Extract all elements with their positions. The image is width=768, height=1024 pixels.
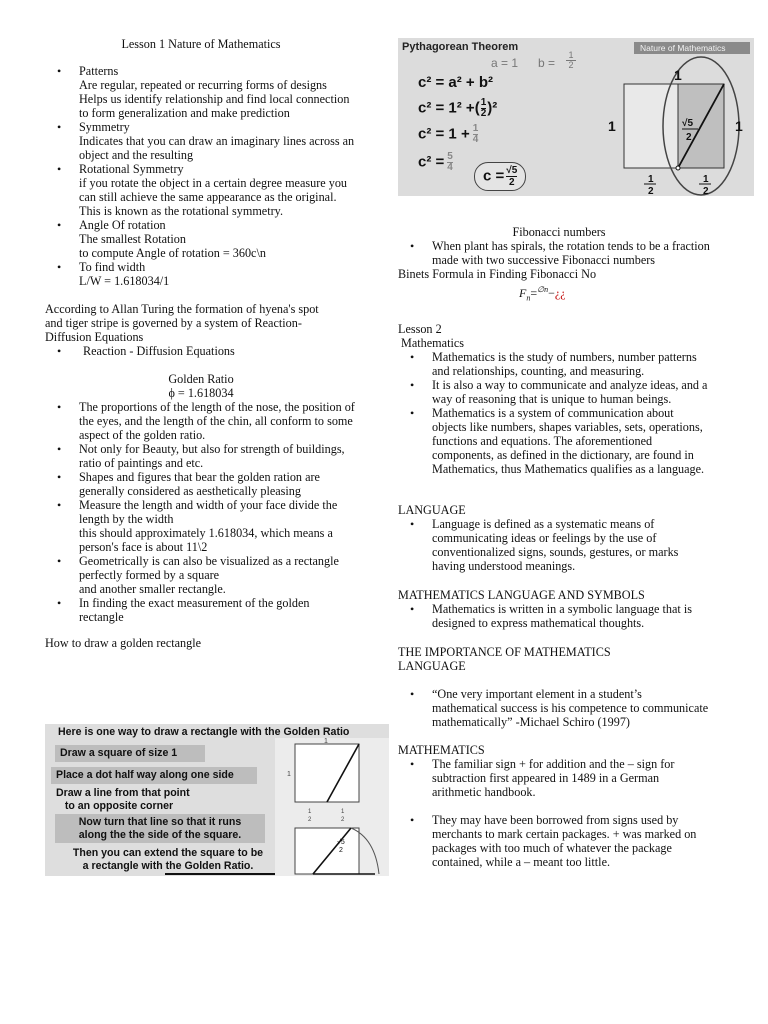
list-item: • “One very important element in a student’s mathematical success is his competence to communicate mathematically” -Michael Schiro (1997) (398, 687, 710, 729)
label-one: 1 (735, 118, 743, 134)
label-one: 1 (608, 118, 616, 134)
label-one: 1 (287, 771, 291, 778)
lesson1-title: Lesson 1 Nature of Mathematics (121, 37, 281, 51)
equation: c² = 1² +( $\frac{1}{2}$ )² (418, 97, 498, 119)
list-item: • To find width L/W = 1.618034/1 (45, 260, 357, 288)
lesson1-list (45, 64, 357, 288)
golden-ratio-phi: ϕ = 1.618034 (168, 386, 234, 400)
mathematics-heading: Mathematics (398, 336, 464, 351)
pythagorean-diagram-svg (598, 52, 754, 196)
golden-rectangle-figure (45, 724, 389, 876)
label-half-den: 2 (703, 186, 709, 196)
label-half-den: 2 (341, 817, 345, 823)
pythagorean-figure (398, 38, 754, 196)
list-item: • Measure the length and width of your face divide the length by the width this should approximately 1.618034, which means a person's face is about 11\2 (45, 498, 357, 554)
binet-heading: Binets Formula in Finding Fibonacci No (398, 267, 597, 281)
figure-step: Draw a line from that point to an opposite corner (56, 787, 190, 812)
label-half-den: 2 (648, 186, 654, 196)
figure-underline (165, 873, 279, 875)
turing-paragraph: According to Allan Turing the formation of hyena's spot and tiger stripe is governed by a system of Reaction-Diffusion Equations (45, 302, 319, 344)
list-item: • Language is defined as a systematic means of communicating ideas or feelings by the use of conventionalized signs, sounds, gestures, or marks having understood meanings. (398, 517, 710, 573)
list-item: • Reaction - Diffusion Equations (45, 344, 357, 358)
list-item: • Symmetry Indicates that you can draw an imaginary lines across an object and the resulting (45, 120, 357, 162)
list-item: • Geometrically is can also be visualized as a rectangle perfectly formed by a square and another smaller rectangle. (45, 554, 357, 596)
equation: c² = $\frac{5}{4}$ (418, 151, 453, 173)
importance-heading: THE IMPORTANCE OF MATHEMATICS LANGUAGE (398, 645, 611, 674)
square-top (295, 744, 359, 802)
label-one: 1 (324, 738, 328, 745)
figure-title: Here is one way to draw a rectangle with the Golden Ratio (58, 726, 350, 738)
midpoint-dot (676, 166, 680, 170)
figure-step: Draw a square of size 1 (55, 745, 205, 762)
list-item: • Shapes and figures that bear the golden ration are generally considered as aesthetically pleasing (45, 470, 357, 498)
list-item: • The proportions of the length of the nose, the position of the eyes, and the length of the chin, all conform to some aspect of the golden ratio. (45, 400, 357, 442)
label-half: 1 (308, 809, 312, 815)
mathematics-list (398, 350, 710, 476)
label-one: 1 (674, 67, 682, 83)
list-item: • Rotational Symmetry if you rotate the object in a certain degree measure you can still achieve the same appearance as the original. This is known as the rotational symmetry. (45, 162, 357, 218)
figure-badge: Nature of Mathematics (634, 42, 750, 54)
list-item: • They may have been borrowed from signs used by merchants to mark certain packages. + was marked on packages with too much of whatever the package contained, while a – meant too little. (398, 813, 710, 869)
list-item: • The familiar sign + for addition and the – sign for subtraction first appeared in 1489 in a German arithmetic handbook. (398, 757, 710, 799)
c-result-box: c = $\frac{√5}{2}$ (474, 162, 526, 191)
golden-ratio-heading: Golden Ratio (168, 372, 234, 386)
label-sqrt5-den: 2 (339, 847, 343, 854)
fibonacci-heading: Fibonacci numbers (512, 225, 606, 239)
label-half: 1 (341, 809, 345, 815)
label-sqrt5-den: 2 (686, 132, 692, 143)
list-item: • Patterns Are regular, repeated or recurring forms of designs Helps us identify relationship and find local connection to form generalization and make prediction (45, 64, 357, 120)
equation: c² = 1 + $\frac{1}{4}$ (418, 123, 479, 145)
list-item: • Mathematics is the study of numbers, number patterns and relationships, counting, and measuring. (398, 350, 710, 378)
figure-step: Place a dot half way along one side (51, 767, 257, 784)
label-half: 1 (703, 174, 709, 185)
list-item: • When plant has spirals, the rotation tends to be a fraction made with two successive Fibonacci numbers (398, 239, 710, 267)
label-half-den: 2 (308, 817, 312, 823)
a-value: a = 1 (491, 56, 519, 70)
mathematics2-heading: MATHEMATICS (398, 743, 485, 758)
label-half: 1 (648, 174, 654, 185)
how-to-heading: How to draw a golden rectangle (45, 636, 202, 650)
lesson2-title: Lesson 2 (398, 322, 442, 337)
b-value: b = (538, 56, 556, 70)
list-item: • Mathematics is a system of communication about objects like numbers, shapes variables, sets, operations, functions and equations. The aforementioned components, as defined in the dictionary, are found in Mathematics, thus Mathematics qualifies as a language. (398, 406, 710, 476)
label-sqrt5: √5 (337, 839, 345, 846)
figure-step: Now turn that line so that it runs along the the side of the square. (55, 814, 265, 843)
list-item: • In finding the exact measurement of the golden rectangle (45, 596, 357, 624)
mathematics2-list (398, 757, 710, 869)
right-column (398, 225, 710, 869)
math-language-heading: MATHEMATICS LANGUAGE AND SYMBOLS (398, 588, 645, 603)
figure-title: Pythagorean Theorem (402, 41, 519, 53)
b-fraction: 1 2 (566, 51, 576, 70)
language-heading: LANGUAGE (398, 503, 466, 518)
figure-step: Then you can extend the square to be a rectangle with the Golden Ratio. (72, 847, 264, 872)
golden-ratio-list (45, 400, 357, 624)
list-item: • Not only for Beauty, but also for strength of buildings, ratio of paintings and etc. (45, 442, 357, 470)
left-column (45, 37, 357, 650)
binet-formula: $F_n=^{\emptyset n}-¿¿$ (519, 285, 566, 303)
label-sqrt5: √5 (682, 118, 694, 129)
golden-diagram-svg (275, 738, 389, 876)
list-item: • It is also a way to communicate and analyze ideas, and a way of reasoning that is unique to human beings. (398, 378, 710, 406)
square-bottom (295, 828, 359, 874)
list-item: • Angle Of rotation The smallest Rotation to compute Angle of rotation = 360c\n (45, 218, 357, 260)
list-item: • Mathematics is written in a symbolic language that is designed to express mathematical thoughts. (398, 602, 710, 630)
equation: c² = a² + b² (418, 74, 494, 91)
